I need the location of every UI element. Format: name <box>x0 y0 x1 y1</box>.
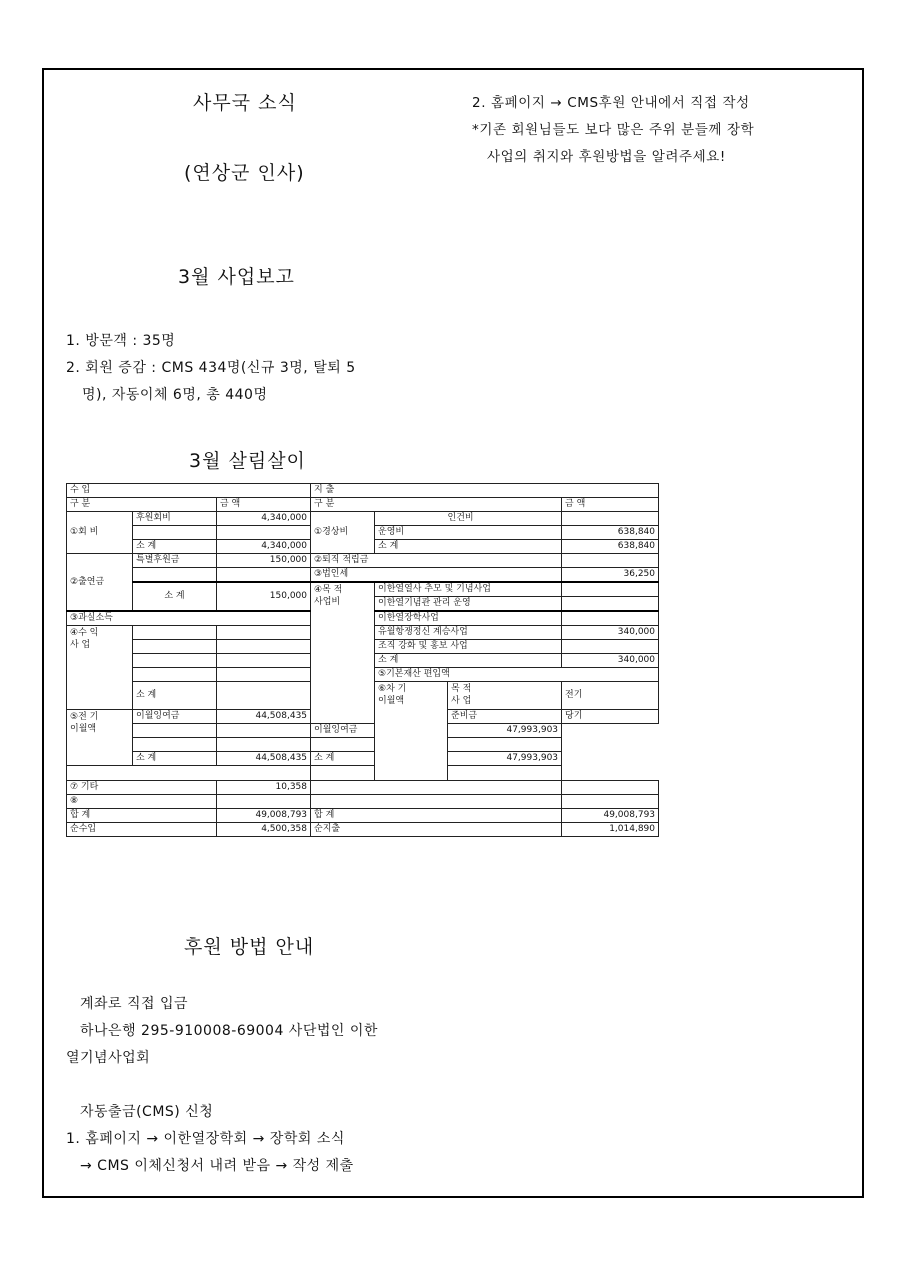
expense-next-subtotal-value: 47,993,903 <box>448 752 562 766</box>
income-eight: ⑧ <box>67 795 217 809</box>
income-profit <box>67 626 133 710</box>
table-row <box>67 554 659 568</box>
table-row <box>67 752 659 766</box>
table-row <box>67 724 659 738</box>
blank-cell <box>217 568 311 583</box>
income-profit-subtotal: 소 계 <box>133 682 217 710</box>
expense-next-label-2: 이월액 <box>378 696 405 706</box>
expense-reserve: 준비금 <box>448 710 562 724</box>
expense-personnel: 인건비 <box>448 512 562 526</box>
income-carry <box>67 710 133 766</box>
support-title: 후원 방법 안내 <box>184 936 315 958</box>
income-carry-label: ⑤전 기 <box>70 712 99 722</box>
blank-cell <box>562 611 659 626</box>
blank-cell <box>217 682 311 710</box>
blank-cell <box>448 766 562 781</box>
expense-total-value: 49,008,793 <box>562 809 659 823</box>
blank-cell <box>133 568 217 583</box>
expense-memorial: 이한열열사 추모 및 기념사업 <box>375 582 562 597</box>
expense-header: 지 출 <box>311 484 659 498</box>
expense-purpose <box>311 582 375 724</box>
blank-cell <box>311 781 562 795</box>
blank-cell <box>562 582 659 597</box>
income-membership-subtotal: 소 계 <box>133 540 217 554</box>
income-other: ⑦ 기타 <box>67 781 217 795</box>
blank-cell <box>311 766 448 781</box>
expense-purpose-biz <box>448 682 562 710</box>
table-row <box>67 766 659 781</box>
income-membership-subtotal-value: 4,340,000 <box>217 540 311 554</box>
blank-cell <box>217 640 311 654</box>
support-bank-a: 하나은행 295-910008-69004 사단법인 이한 <box>80 1023 378 1039</box>
income-profit-label-2: 사 업 <box>70 640 91 650</box>
income-special-value: 150,000 <box>217 554 311 568</box>
table-row <box>67 582 659 597</box>
income-carry-item: 이월잉여금 <box>133 710 217 724</box>
blank-cell <box>562 795 659 809</box>
report-item-2b: 명), 자동이체 6명, 총 440명 <box>82 387 268 403</box>
table-row <box>67 568 659 583</box>
expense-surplus-value: 47,993,903 <box>448 724 562 738</box>
expense-basic: ⑤기본재산 편입액 <box>375 668 659 682</box>
net-expense: 순지출 <box>311 823 562 837</box>
report-item-2a: 2. 회원 증감 : CMS 434명(신규 3명, 탈퇴 5 <box>66 360 356 376</box>
blank-cell <box>133 626 217 640</box>
blank-cell <box>217 626 311 640</box>
net-expense-value: 1,014,890 <box>562 823 659 837</box>
expense-purpose-subtotal-value: 340,000 <box>562 654 659 668</box>
blank-cell <box>562 512 659 526</box>
expense-org: 조직 강화 및 홍보 사업 <box>375 640 562 654</box>
right-line-3: 사업의 취지와 후원방법을 알려주세요! <box>487 149 726 165</box>
report-item-1: 1. 방문객 : 35명 <box>66 333 176 349</box>
blank-cell <box>562 640 659 654</box>
income-header: 수 입 <box>67 484 311 498</box>
support-cms: 자동출금(CMS) 신청 <box>80 1104 214 1120</box>
blank-cell <box>562 597 659 612</box>
expense-corptax-value: 36,250 <box>562 568 659 583</box>
income-col-amount: 금 액 <box>217 498 311 512</box>
income-col-category: 구 분 <box>67 498 217 512</box>
expense-corptax: ③법인세 <box>311 568 562 583</box>
expense-scholar: 이한열장학사업 <box>375 611 562 626</box>
blank-cell <box>562 781 659 795</box>
expense-current: 당기 <box>562 710 659 724</box>
income-donation-subtotal-value: 150,000 <box>217 582 311 611</box>
blank-cell <box>562 554 659 568</box>
blank-cell <box>375 512 448 526</box>
support-direct: 계좌로 직접 입금 <box>80 996 189 1012</box>
income-total-value: 49,008,793 <box>217 809 311 823</box>
income-total: 합 계 <box>67 809 217 823</box>
table-row <box>67 512 659 526</box>
net-income: 순수입 <box>67 823 217 837</box>
report-title: 3월 사업보고 <box>178 266 295 288</box>
table-row <box>67 498 659 512</box>
income-sponsor-fee: 후원회비 <box>133 512 217 526</box>
blank-cell <box>217 724 311 738</box>
expense-col-amount: 금 액 <box>562 498 659 512</box>
income-donation-subtotal: 소 계 <box>133 582 217 611</box>
blank-cell <box>133 724 217 738</box>
expense-yuwol: 유월항쟁정신 계승사업 <box>375 626 562 640</box>
expense-operating: ①경상비 <box>311 512 375 554</box>
expense-surplus: 이월잉여금 <box>311 724 448 738</box>
table-row <box>67 484 659 498</box>
blank-cell <box>217 526 311 540</box>
support-cms-step-a: 1. 홈페이지 → 이한열장학회 → 장학회 소식 <box>66 1131 345 1147</box>
blank-cell <box>217 795 311 809</box>
expense-purpose-label: ④목 적 <box>314 585 343 595</box>
table-row <box>67 738 659 752</box>
table-row <box>67 809 659 823</box>
ledger-table <box>66 483 659 837</box>
expense-purpose-biz-label-2: 사 업 <box>451 696 472 706</box>
net-income-value: 4,500,358 <box>217 823 311 837</box>
right-line-2: *기존 회원님들도 보다 많은 주위 분들께 장학 <box>472 122 755 138</box>
expense-next-subtotal: 소 계 <box>311 752 448 766</box>
expense-purpose-biz-label: 목 적 <box>451 684 472 694</box>
ledger-title: 3월 살림살이 <box>189 450 306 472</box>
expense-total: 합 계 <box>311 809 562 823</box>
section-subtitle: (연상군 인사) <box>184 162 305 184</box>
expense-yuwol-value: 340,000 <box>562 626 659 640</box>
expense-purpose-subtotal: 소 계 <box>375 654 562 668</box>
support-cms-step-b: → CMS 이체신청서 내려 받음 → 작성 제출 <box>80 1158 354 1174</box>
expense-retire: ②퇴직 적립금 <box>311 554 562 568</box>
expense-operating-subtotal: 소 계 <box>375 540 562 554</box>
income-membership: ①회 비 <box>67 512 133 554</box>
expense-running: 운영비 <box>375 526 562 540</box>
support-bank-b: 열기념사업회 <box>66 1050 151 1066</box>
income-carry-subtotal-value: 44,508,435 <box>217 752 311 766</box>
table-row <box>67 823 659 837</box>
blank-cell <box>133 668 217 682</box>
income-other-value: 10,358 <box>217 781 311 795</box>
blank-cell <box>311 738 448 752</box>
blank-cell <box>217 668 311 682</box>
income-donation: ②출연금 <box>67 554 133 612</box>
blank-cell <box>133 640 217 654</box>
expense-next-label: ⑥차 기 <box>378 684 407 694</box>
expense-prev: 전기 <box>562 682 659 710</box>
blank-cell <box>217 654 311 668</box>
expense-operating-subtotal-value: 638,840 <box>562 540 659 554</box>
expense-hall: 이한열기념관 관리 운영 <box>375 597 562 612</box>
table-row <box>67 781 659 795</box>
blank-cell <box>133 654 217 668</box>
blank-cell <box>133 738 217 752</box>
income-fruit: ③과실소득 <box>67 611 311 626</box>
table-row <box>67 795 659 809</box>
expense-col-category: 구 분 <box>311 498 562 512</box>
blank-cell <box>133 526 217 540</box>
right-line-1: 2. 홈페이지 → CMS후원 안내에서 직접 작성 <box>472 95 750 111</box>
income-carry-item-value: 44,508,435 <box>217 710 311 724</box>
blank-cell <box>448 738 562 752</box>
blank-cell <box>217 738 311 752</box>
expense-purpose-label-2: 사업비 <box>314 597 341 607</box>
income-carry-label-2: 이월액 <box>70 724 97 734</box>
income-sponsor-fee-value: 4,340,000 <box>217 512 311 526</box>
income-profit-label: ④수 익 <box>70 628 99 638</box>
blank-cell <box>67 766 311 781</box>
income-special: 특별후원금 <box>133 554 217 568</box>
income-carry-subtotal: 소 계 <box>133 752 217 766</box>
blank-cell <box>311 795 562 809</box>
expense-running-value: 638,840 <box>562 526 659 540</box>
section-title: 사무국 소식 <box>193 92 297 114</box>
